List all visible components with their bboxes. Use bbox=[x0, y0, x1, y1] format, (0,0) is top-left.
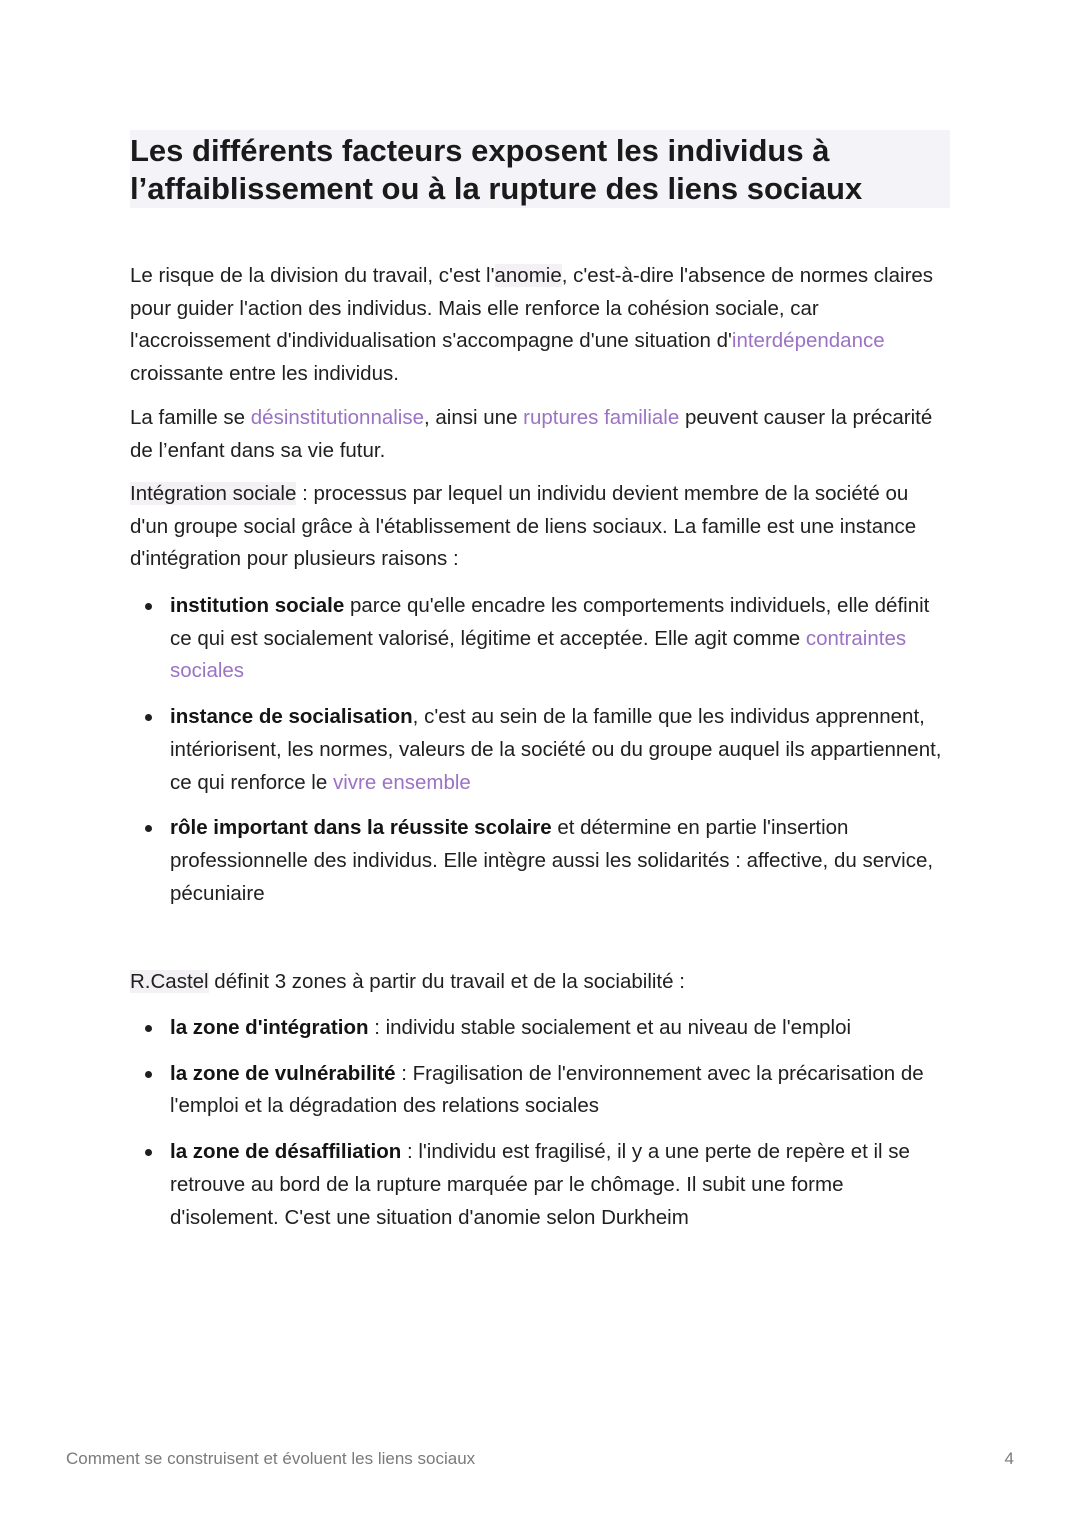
list-item-text: : Fragilisation de l'environnement avec la précarisation de l'emploi et la dégradation des relations sociales bbox=[170, 1061, 924, 1118]
highlight-integration-sociale: Intégration sociale bbox=[130, 482, 297, 505]
highlight-anomie: anomie bbox=[494, 264, 562, 287]
family-reasons-list bbox=[130, 590, 950, 923]
list-item bbox=[130, 1012, 950, 1045]
paragraph-division-travail bbox=[130, 260, 940, 391]
list-item-bold: la zone de désaffiliation bbox=[170, 1140, 402, 1164]
link-vivre-ensemble[interactable]: vivre ensemble bbox=[332, 770, 471, 794]
list-item bbox=[130, 701, 950, 799]
list-item-bold: la zone d'intégration bbox=[170, 1016, 369, 1039]
text-span: définit 3 zones à partir du travail et de la sociabilité : bbox=[208, 970, 685, 993]
paragraph-integration-sociale bbox=[130, 478, 940, 576]
list-item bbox=[130, 590, 950, 688]
list-item-text: : individu stable socialement et au niveau de l'emploi bbox=[368, 1016, 852, 1039]
list-item-text: : l'individu est fragilisé, il y a une perte de repère et il se retrouve au bord de la rupture marquée par le chômage. Il subit une forme d'isolement. C'est une situation d'anomie selon Durkheim bbox=[170, 1140, 910, 1229]
list-item bbox=[130, 1058, 950, 1123]
footer-title: Comment se construisent et évoluent les liens sociaux bbox=[66, 1449, 476, 1468]
text-span: Le risque de la division du travail, c'est l' bbox=[130, 264, 495, 287]
link-ruptures-familiale[interactable]: ruptures familiale bbox=[523, 406, 680, 429]
page-number: 4 bbox=[1004, 1449, 1014, 1468]
list-item-bold: institution sociale bbox=[170, 594, 345, 617]
section-heading-block bbox=[130, 130, 950, 208]
section-heading: Les différents facteurs exposent les individus à l’affaiblissement ou à la rupture des liens sociaux bbox=[130, 133, 863, 206]
castel-zones-list bbox=[130, 1012, 950, 1247]
list-item bbox=[130, 812, 950, 910]
list-item bbox=[130, 1136, 950, 1234]
list-item-bold: rôle important dans la réussite scolaire bbox=[170, 816, 552, 840]
list-item-bold: instance de socialisation bbox=[170, 705, 413, 729]
text-span: , c'est-à-dire l'absence de normes claires pour guider l'action des individus. Mais elle renforce la cohésion sociale, car l'accroissement d'individualisation s'accompagne d'une situation d' bbox=[130, 264, 934, 353]
text-span: peuvent causer la précarité de l’enfant dans sa vie futur. bbox=[130, 406, 933, 462]
highlight-castel: R.Castel bbox=[130, 970, 209, 993]
list-item-text: et détermine en partie l'insertion professionnelle des individus. Elle intègre aussi les solidarités : affective, du service, pécuniaire bbox=[170, 816, 934, 905]
paragraph-famille bbox=[130, 402, 940, 467]
text-span: La famille se bbox=[130, 406, 251, 429]
text-span: croissante entre les individus. bbox=[130, 362, 399, 386]
paragraph-castel bbox=[130, 966, 940, 999]
list-item-text: , c'est au sein de la famille que les individus apprennent, intériorisent, les normes, valeurs de la société ou du groupe auquel ils appartiennent, ce qui renforce le bbox=[170, 705, 942, 794]
text-span: : processus par lequel un individu devient membre de la société ou d'un groupe social grâce à l'établissement de liens sociaux. La famille est une instance d'intégration pour plusieurs raisons : bbox=[130, 482, 917, 571]
list-item-bold: la zone de vulnérabilité bbox=[170, 1061, 396, 1085]
link-interdependance[interactable]: interdépendance bbox=[731, 329, 885, 353]
link-contraintes-sociales[interactable]: contraintes sociales bbox=[170, 626, 907, 683]
text-span: , ainsi une bbox=[424, 406, 524, 429]
list-item-text: parce qu'elle encadre les comportements individuels, elle définit ce qui est socialement valorisé, légitime et acceptée. Elle agit comme bbox=[170, 594, 930, 650]
link-desinstitutionnalise[interactable]: désinstitutionnalise bbox=[250, 406, 425, 429]
